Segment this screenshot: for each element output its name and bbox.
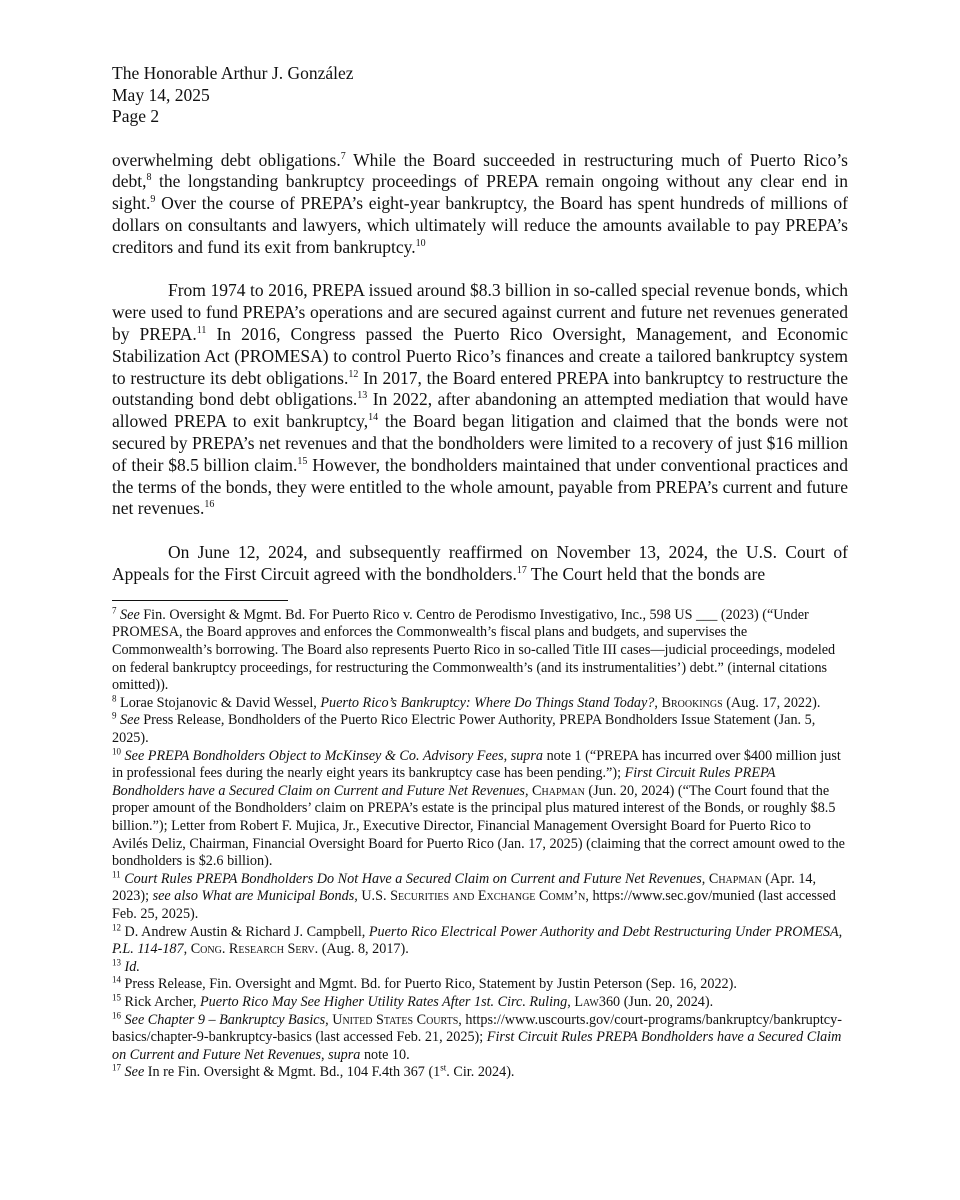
footnote-ref-14[interactable]: 14 (368, 412, 379, 424)
footnote-divider (112, 600, 288, 601)
footnote-13: $^{13}$ Id. (112, 956, 140, 975)
page-number: Page 2 (112, 106, 160, 126)
addressee: The Honorable Arthur J. González (112, 63, 354, 83)
footnote-15: $^{15}$ Rick Archer, Puerto Rico May See Higher Utility Rates After 1st. Circ. Ruling, Law360 (Jun. 20, 2024). (112, 992, 714, 1010)
footnote-16: $^{16}$ See Chapter 9 – Bankruptcy Basics, United States Courts, https://www.uscourts.gov/court-programs/bankruptcy/bankruptcy-basics/chapter-9-bankruptcy-basics (last accessed Feb. 21, 2025); First Circuit Rules PREPA Bondholders have a Secured Claim on Current and Future Net Revenues, supra note 10. (112, 1009, 842, 1063)
footnote-7: $^7$ See Fin. Oversight & Mgmt. Bd. For Puerto Rico v. Centro de Perodismo Investigativo, Inc., 598 US ___ (2023) (“Under PROMESA, the Board approves and enforces the Commonwealth’s fiscal plans and budgets, and supervises the Commonwealth’s borrowing. The Board also represents Puerto Rico in so-called Title III cases—judicial proceedings, modeled on federal bankruptcy proceedings, for restructuring the Commonwealth’s (and its instrumentalities’) debt.” (internal citations omitted)). (112, 605, 836, 694)
footnote-ref-10[interactable]: 10 (415, 237, 426, 249)
footnote-ref-11[interactable]: 11 (196, 325, 207, 337)
footnote-ref-12[interactable]: 12 (348, 368, 359, 380)
footnote-17: $^{17}$ See In re Fin. Oversight & Mgmt. Bd., 104 F.4th 367 (1st. Cir. 2024). (112, 1062, 515, 1081)
footnotes (112, 607, 848, 1082)
footnote-ref-8[interactable]: 8 (146, 172, 152, 184)
footnote-8: $^8$ Lorae Stojanovic & David Wessel, Puerto Rico’s Bankruptcy: Where Do Things Stand Today?, Brookings (Aug. 17, 2022). (112, 693, 821, 711)
footnote-14: $^{14}$ Press Release, Fin. Oversight and Mgmt. Bd. for Puerto Rico, Statement by Justin Peterson (Sep. 16, 2022). (112, 974, 737, 993)
paragraph-2: From 1974 to 2016, PREPA issued around $8.3 billion in so-called special revenue bonds, which were used to fund PREPA’s operations and are secured against current and future net revenues generated by PREPA.$^{11}$ In 2016, Congress passed the Puerto Rico Oversight, Management, and Economic Stabilization Act (PROMESA) to control Puerto Rico’s finances and create a tailored bankruptcy system to restructure its debt obligations.$^{12}$ In 2017, the Board entered PREPA into bankruptcy to restructure the outstanding bond debt obligations.$^{13}$ In 2022, after abandoning an attempted mediation that would have allowed PREPA to exit bankruptcy,$^{14}$ the Board began litigation and claimed that the bonds were not secured by PREPA’s net revenues and that the bondholders were limited to a recovery of just $16 million of their $8.5 billion claim.$^{15}$ However, the bondholders maintained that under conventional practices and the terms of the bonds, they were entitled to the whole amount, payable from PREPA’s current and future net revenues.$^{16}$ (112, 280, 849, 519)
footnote-ref-16[interactable]: 16 (204, 499, 215, 511)
paragraph-3: On June 12, 2024, and subsequently reaffirmed on November 13, 2024, the U.S. Court of Appeals for the First Circuit agreed with the bondholders.$^{17}$ The Court held that the bonds are (112, 542, 848, 585)
footnote-ref-17[interactable]: 17 (516, 565, 527, 577)
footnote-ref-13[interactable]: 13 (357, 390, 368, 402)
footnote-9: $^9$ See Press Release, Bondholders of the Puerto Rico Electric Power Authority, PREPA Bondholders Issue Statement (Jan. 5, 2025). (112, 710, 816, 746)
footnote-12: $^{12}$ D. Andrew Austin & Richard J. Campbell, Puerto Rico Electrical Power Authority and Debt Restructuring Under PROMESA, P.L. 114-187, Cong. Research Serv. (Aug. 8, 2017). (112, 921, 843, 958)
letter-date: May 14, 2025 (112, 84, 210, 105)
footnote-ref-15[interactable]: 15 (297, 456, 308, 468)
paragraph-1: overwhelming debt obligations.$^7$ While the Board succeeded in restructuring much of Puerto Rico’s debt,$^8$ the longstanding bankruptcy proceedings of PREPA remain ongoing without any clear end in sight.$^9$ Over the course of PREPA’s eight-year bankruptcy, the Board has spent hundreds of millions of dollars on consultants and lawyers, which ultimately will reduce the amounts available to pay PREPA’s creditors and fund its exit from bankruptcy.$^{10}$ (112, 149, 848, 257)
letter-header (112, 63, 848, 128)
letter-page (112, 63, 848, 1082)
footnote-ref-7[interactable]: 7 (340, 150, 346, 162)
footnote-11: $^{11}$ Court Rules PREPA Bondholders Do Not Have a Secured Claim on Current and Future Net Revenues, Chapman (Apr. 14, 2023); see also What are Municipal Bonds, U.S. Securities and Exchange Comm’n, https://www.sec.gov/munied (last accessed Feb. 25, 2025). (112, 869, 836, 922)
footnote-10: $^{10}$ See PREPA Bondholders Object to McKinsey & Co. Advisory Fees, supra note 1 (“PREPA has incurred over $400 million just in professional fees during the nearly eight years its bankruptcy case has been pending.”); First Circuit Rules PREPA Bondholders have a Secured Claim on Current and Future Net Revenues, Chapman (Jun. 20, 2024) (“The Court found that the proper amount of the Bondholders’ claim on PREPA’s estate is the principal plus matured interest of the Bonds, or roughly $8.5 billion.”); Letter from Robert F. Mujica, Jr., Executive Director, Financial Management Oversight Board for Puerto Rico to Avilés Deliz, Chairman, Financial Oversight Board for Puerto Rico (Jan. 17, 2025) (claiming that the correct amount owed to the bondholders is $2.6 billion). (112, 745, 845, 870)
footnote-ref-9[interactable]: 9 (150, 194, 156, 206)
